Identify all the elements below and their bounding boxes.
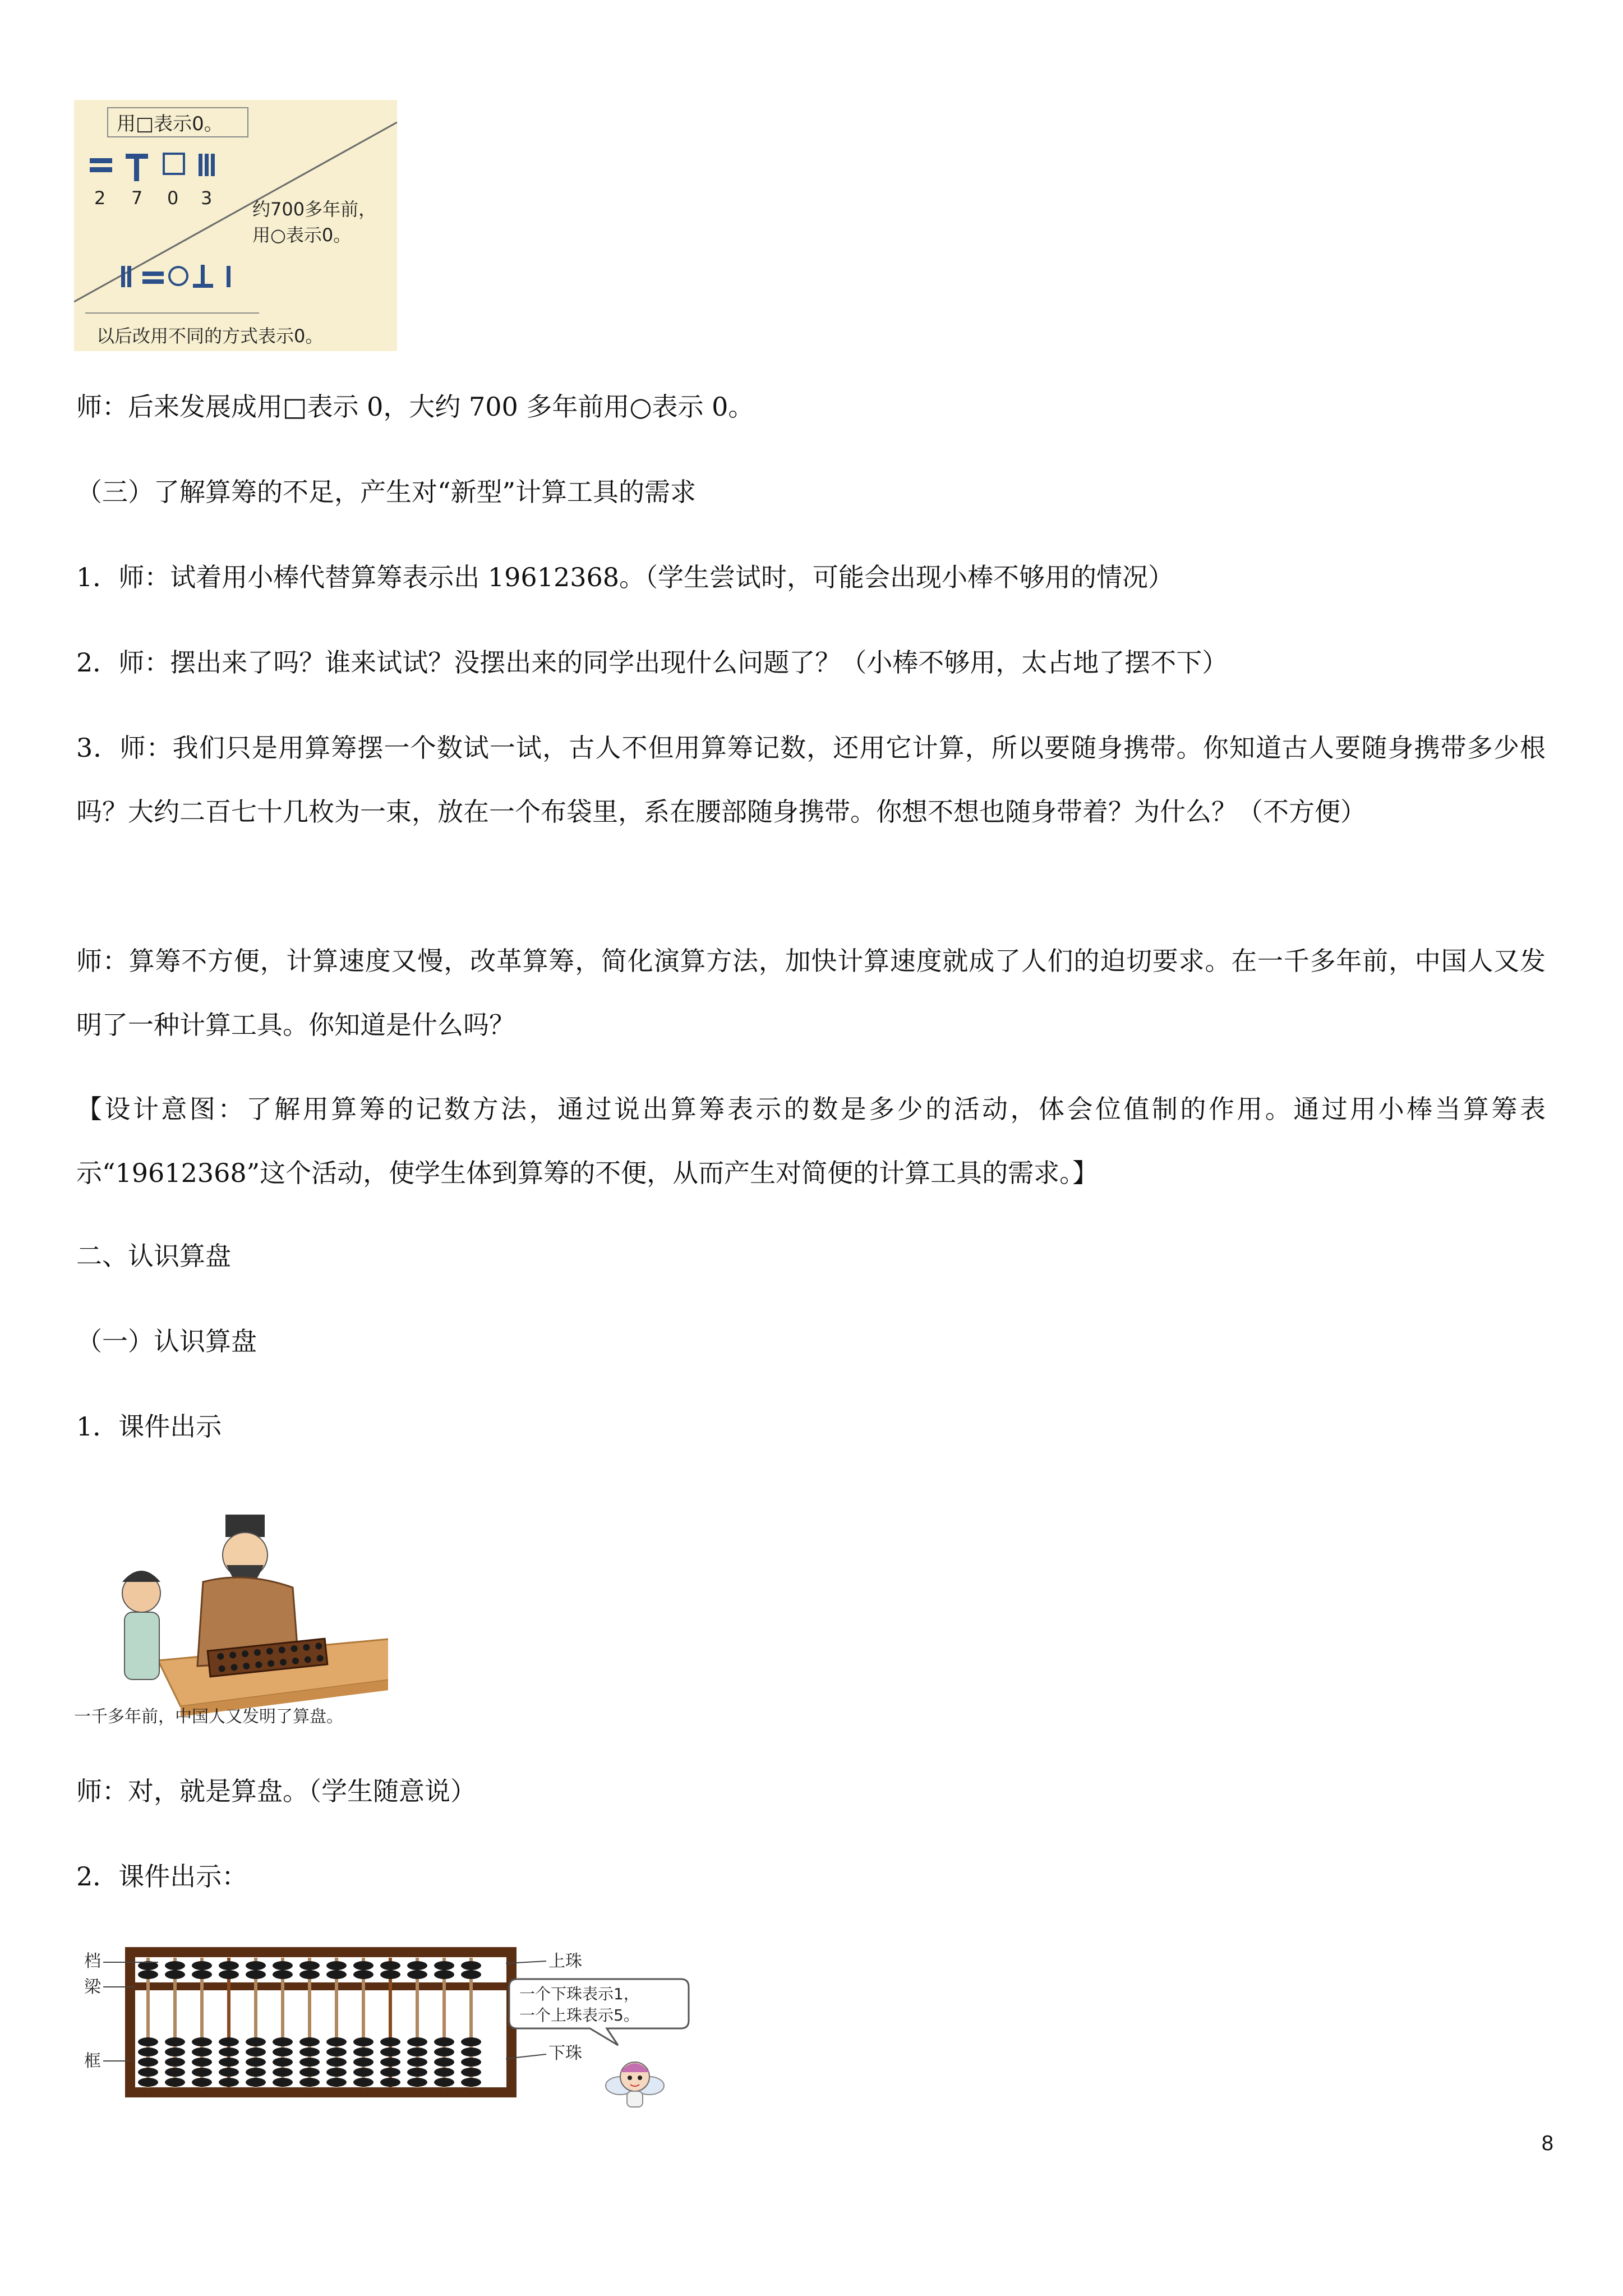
speech-bubble bbox=[506, 1975, 692, 2031]
lower-bead bbox=[219, 2047, 239, 2056]
upper-bead bbox=[273, 1970, 293, 1979]
lower-bead bbox=[273, 2068, 293, 2077]
upper-bead bbox=[299, 1961, 320, 1970]
paragraph-teacher-answer: 师：对，就是算盘。（学生随意说） bbox=[76, 1776, 476, 1806]
ancient-abacus-illustration bbox=[74, 1492, 388, 1733]
lower-bead bbox=[165, 2068, 185, 2077]
lower-bead bbox=[407, 2037, 427, 2046]
lower-bead bbox=[192, 2068, 212, 2077]
section-heading-2: 二、认识算盘 bbox=[76, 1241, 231, 1271]
upper-bead bbox=[138, 1970, 158, 1979]
counting-rods-illustration bbox=[74, 100, 397, 351]
cartoon-angel-character bbox=[603, 2046, 665, 2114]
lower-bead bbox=[138, 2068, 158, 2077]
upper-bead bbox=[219, 1961, 239, 1970]
lower-bead bbox=[299, 2078, 320, 2087]
lower-bead bbox=[461, 2047, 481, 2056]
lower-bead bbox=[380, 2058, 400, 2067]
label-lower-bead: 下珠 bbox=[548, 2044, 582, 2063]
lower-bead bbox=[326, 2047, 347, 2056]
lower-bead bbox=[165, 2047, 185, 2056]
lower-bead bbox=[461, 2037, 481, 2046]
lower-bead bbox=[380, 2047, 400, 2056]
page-number: 8 bbox=[1541, 2132, 1553, 2155]
lower-bead bbox=[192, 2047, 212, 2056]
lower-bead bbox=[326, 2068, 347, 2077]
lower-bead bbox=[219, 2078, 239, 2087]
courseware-item-1: 1．课件出示 bbox=[76, 1411, 222, 1442]
upper-bead bbox=[192, 1961, 212, 1970]
label-beam: 梁 bbox=[84, 1977, 101, 1997]
figure1-caption-mid-2: 用○表示0。 bbox=[252, 224, 352, 246]
section-heading-3: （三）了解算筹的不足，产生对“新型”计算工具的需求 bbox=[76, 477, 697, 507]
lower-bead bbox=[326, 2058, 347, 2067]
upper-bead bbox=[407, 1961, 427, 1970]
upper-bead bbox=[299, 1970, 320, 1979]
lower-bead bbox=[353, 2058, 374, 2067]
upper-bead bbox=[246, 1961, 266, 1970]
lower-bead bbox=[273, 2078, 293, 2087]
upper-bead bbox=[192, 1970, 212, 1979]
lower-bead bbox=[165, 2037, 185, 2046]
figure1-caption-top: 用□表示0。 bbox=[117, 113, 223, 135]
paragraph-1: 师：后来发展成用□表示 0，大约 700 多年前用○表示 0。 bbox=[76, 392, 754, 422]
paragraph-item-2: 2．师：摆出来了吗？谁来试试？没摆出来的同学出现什么问题了？（小棒不够用，太占地了摆不下） bbox=[76, 647, 1228, 678]
upper-bead bbox=[219, 1970, 239, 1979]
lower-bead bbox=[138, 2058, 158, 2067]
lower-bead bbox=[165, 2078, 185, 2087]
upper-bead bbox=[326, 1961, 347, 1970]
lower-bead bbox=[434, 2068, 454, 2077]
lower-bead bbox=[353, 2037, 374, 2046]
upper-bead bbox=[165, 1961, 185, 1970]
lower-bead bbox=[434, 2058, 454, 2067]
lower-bead bbox=[299, 2068, 320, 2077]
lower-bead bbox=[192, 2078, 212, 2087]
design-intent-note: 【设计意图：了解用算筹的记数方法，通过说出算筹表示的数是多少的活动，体会位值制的作用。通过用小棒当算筹表示“19612368”这个活动，使学生体到算筹的不便，从而产生对简便的计算工具的需求。】 bbox=[76, 1094, 1546, 1188]
upper-bead bbox=[326, 1970, 347, 1979]
label-rod: 档 bbox=[84, 1952, 101, 1971]
upper-bead bbox=[380, 1970, 400, 1979]
digit-0: 0 bbox=[167, 187, 179, 209]
paragraph-teacher: 师：算筹不方便，计算速度又慢，改革算筹，简化演算方法，加快计算速度就成了人们的迫切要求。在一千多年前，中国人又发明了一种计算工具。你知道是什么吗？ bbox=[76, 946, 1546, 1040]
lower-bead bbox=[461, 2078, 481, 2087]
upper-bead bbox=[165, 1970, 185, 1979]
lower-bead bbox=[299, 2037, 320, 2046]
upper-bead bbox=[461, 1970, 481, 1979]
lower-bead bbox=[326, 2037, 347, 2046]
paragraph-item-3: 3．师：我们只是用算筹摆一个数试一试，古人不但用算筹记数，还用它计算，所以要随身携带。你知道古人要随身携带多少根吗？大约二百七十几枚为一束，放在一个布袋里，系在腰部随身携带。你想不想也随身带着？为什么？（不方便） bbox=[76, 733, 1546, 827]
upper-bead bbox=[246, 1970, 266, 1979]
figure1-caption-mid-1: 约700多年前， bbox=[252, 199, 377, 220]
subsection-heading-1: （一）认识算盘 bbox=[76, 1326, 257, 1356]
lower-bead bbox=[353, 2068, 374, 2077]
figure1-caption-bottom: 以后改用不同的方式表示0。 bbox=[96, 325, 324, 347]
lower-bead bbox=[219, 2058, 239, 2067]
upper-bead bbox=[353, 1961, 374, 1970]
lower-bead bbox=[192, 2058, 212, 2067]
abacus-history-figure bbox=[74, 1492, 388, 1733]
upper-bead bbox=[273, 1961, 293, 1970]
lower-bead bbox=[407, 2068, 427, 2077]
lower-bead bbox=[434, 2078, 454, 2087]
lower-bead bbox=[380, 2078, 400, 2087]
lower-bead bbox=[407, 2058, 427, 2067]
lower-bead bbox=[219, 2037, 239, 2046]
paragraph-item-1: 1．师：试着用小棒代替算筹表示出 19612368。（学生尝试时，可能会出现小棒不够用的情况） bbox=[76, 562, 1174, 592]
lower-bead bbox=[326, 2078, 347, 2087]
lower-bead bbox=[273, 2047, 293, 2056]
lower-bead bbox=[138, 2037, 158, 2046]
label-upper-bead: 上珠 bbox=[548, 1952, 582, 1971]
upper-bead bbox=[434, 1961, 454, 1970]
figure2-caption: 一千多年前，中国人又发明了算盘。 bbox=[74, 1707, 343, 1727]
label-frame: 框 bbox=[84, 2051, 101, 2071]
lower-bead bbox=[273, 2037, 293, 2046]
lower-bead bbox=[380, 2037, 400, 2046]
lower-bead bbox=[192, 2037, 212, 2046]
upper-bead bbox=[353, 1970, 374, 1979]
lower-bead bbox=[434, 2037, 454, 2046]
upper-bead bbox=[380, 1961, 400, 1970]
lower-bead bbox=[353, 2047, 374, 2056]
lower-bead bbox=[380, 2068, 400, 2077]
lower-bead bbox=[138, 2078, 158, 2087]
lower-bead bbox=[434, 2047, 454, 2056]
lower-bead bbox=[219, 2068, 239, 2077]
lower-bead bbox=[461, 2068, 481, 2077]
upper-bead bbox=[407, 1970, 427, 1979]
digit-2: 2 bbox=[94, 187, 106, 209]
bubble-line-1: 一个下珠表示1， bbox=[519, 1985, 639, 2003]
lower-bead bbox=[246, 2058, 266, 2067]
lower-bead bbox=[165, 2058, 185, 2067]
counting-rods-figure bbox=[74, 100, 397, 351]
lower-bead bbox=[138, 2047, 158, 2056]
lower-bead bbox=[353, 2078, 374, 2087]
lower-bead bbox=[246, 2047, 266, 2056]
lower-bead bbox=[246, 2078, 266, 2087]
lower-bead bbox=[299, 2047, 320, 2056]
lower-bead bbox=[246, 2037, 266, 2046]
digit-7: 7 bbox=[131, 187, 143, 209]
lower-bead bbox=[273, 2058, 293, 2067]
bubble-line-2: 一个上珠表示5。 bbox=[519, 2006, 639, 2024]
digit-3: 3 bbox=[201, 187, 213, 209]
courseware-item-2: 2．课件出示： bbox=[76, 1861, 248, 1892]
upper-bead bbox=[461, 1961, 481, 1970]
lower-bead bbox=[461, 2058, 481, 2067]
lower-bead bbox=[407, 2047, 427, 2056]
lower-bead bbox=[407, 2078, 427, 2087]
lower-bead bbox=[246, 2068, 266, 2077]
labeled-abacus-figure bbox=[74, 1941, 702, 2126]
upper-bead bbox=[434, 1970, 454, 1979]
lower-bead bbox=[299, 2058, 320, 2067]
